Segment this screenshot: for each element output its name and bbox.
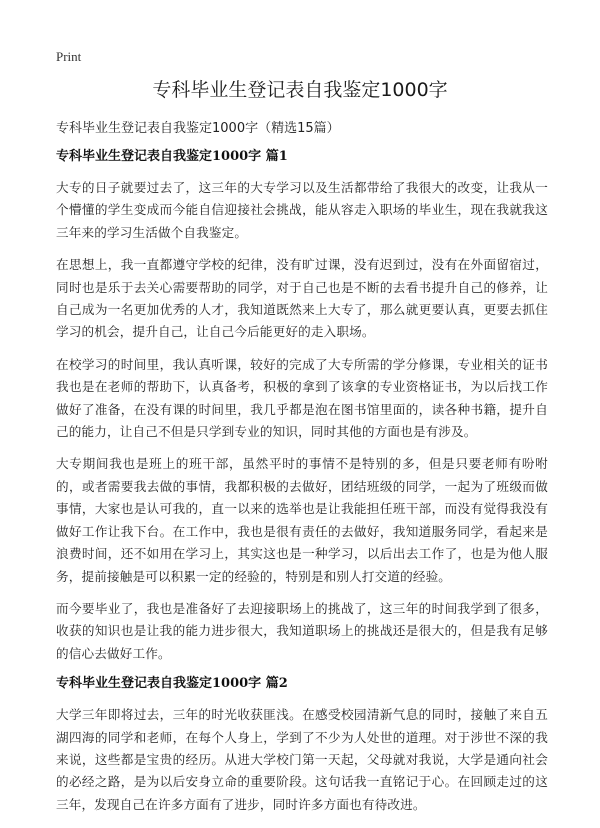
paragraph: 在校学习的时间里，我认真听课，较好的完成了大专所需的学分修课，专业相关的证书我也是在老师的帮助下，认真备考，积极的拿到了该拿的专业资格证书，为以后找工作做好了准备，在没有课的时间里，我几乎都是泡在图书馆里面的，读各种书籍，提升自己的能力，让自己不但是只学到专业的知识，同时其他的方面也是有涉及。 — [56, 356, 548, 440]
document-body — [56, 148, 548, 826]
document-subtitle: 专科毕业生登记表自我鉴定1000字（精选15篇） — [56, 121, 340, 136]
print-link[interactable]: Print — [56, 49, 82, 64]
article-section-2 — [56, 675, 548, 816]
section-heading: 专科毕业生登记表自我鉴定1000字 篇1 — [56, 149, 288, 164]
paragraph: 在思想上，我一直都遵守学校的纪律，没有旷过课，没有迟到过，没有在外面留宿过，同时也是乐于去关心需要帮助的同学，对于自己也是不断的去看书提升自己的修养，让自己成为一名更加优秀的人才，我知道既然来上大专了，那么就更要认真，更要去抓住学习的机会，提升自己，让自己今后能更好的走入职场。 — [56, 257, 548, 340]
section-heading: 专科毕业生登记表自我鉴定1000字 篇2 — [56, 676, 288, 692]
paragraph: 大专期间我也是班上的班干部，虽然平时的事情不是特别的多，但是只要老师有吩咐的，或者需要我去做的事情，我都积极的去做好，团结班级的同学，一起为了班级而做事情，大家也是认可我的，直一以来的选举也是让我能担任班干部，而没有觉得我没有做好工作让我下台。在工作中，我也是很有责任的去做好，我知道服务同学，看起来是浪费时间，还不如用在学习上，其实这也是一种学习，以后出去工作了，也是为他人服务，提前接触是可以积累一定的经验的，特别是和别人打交道的经验。 — [56, 456, 548, 584]
paragraph: 大专的日子就要过去了，这三年的大专学习以及生活都带给了我很大的改变，让我从一个懵懂的学生变成而今能自信迎接社会挑战，能从容走入职场的毕业生，现在我就我这三年来的学习生活做个自我鉴定。 — [56, 180, 548, 240]
article-section-1 — [56, 148, 548, 665]
paragraph: 而今要毕业了，我也是准备好了去迎接职场上的挑战了，这三年的时间我学到了很多，收获的知识也是让我的能力进步很大，我知道职场上的挑战还是很大的，但是我有足够的信心去做好工作。 — [56, 600, 548, 661]
page-title: 专科毕业生登记表自我鉴定1000字 — [152, 79, 448, 101]
paragraph: 大学三年即将过去，三年的时光收获匪浅。在感受校园清新气息的同时，接触了来自五湖四海的同学和老师，在每个人身上，学到了不少为人处世的道理。对于涉世不深的我来说，这些都是宝贵的经历。从进大学校门第一天起，父母就对我说，大学是通向社会的必经之路，是为以后安身立命的重要阶段。这句话我一直铭记于心。在回顾走过的这三年，发现自己在许多方面有了进步，同时许多方面也有待改进。 — [56, 707, 548, 812]
